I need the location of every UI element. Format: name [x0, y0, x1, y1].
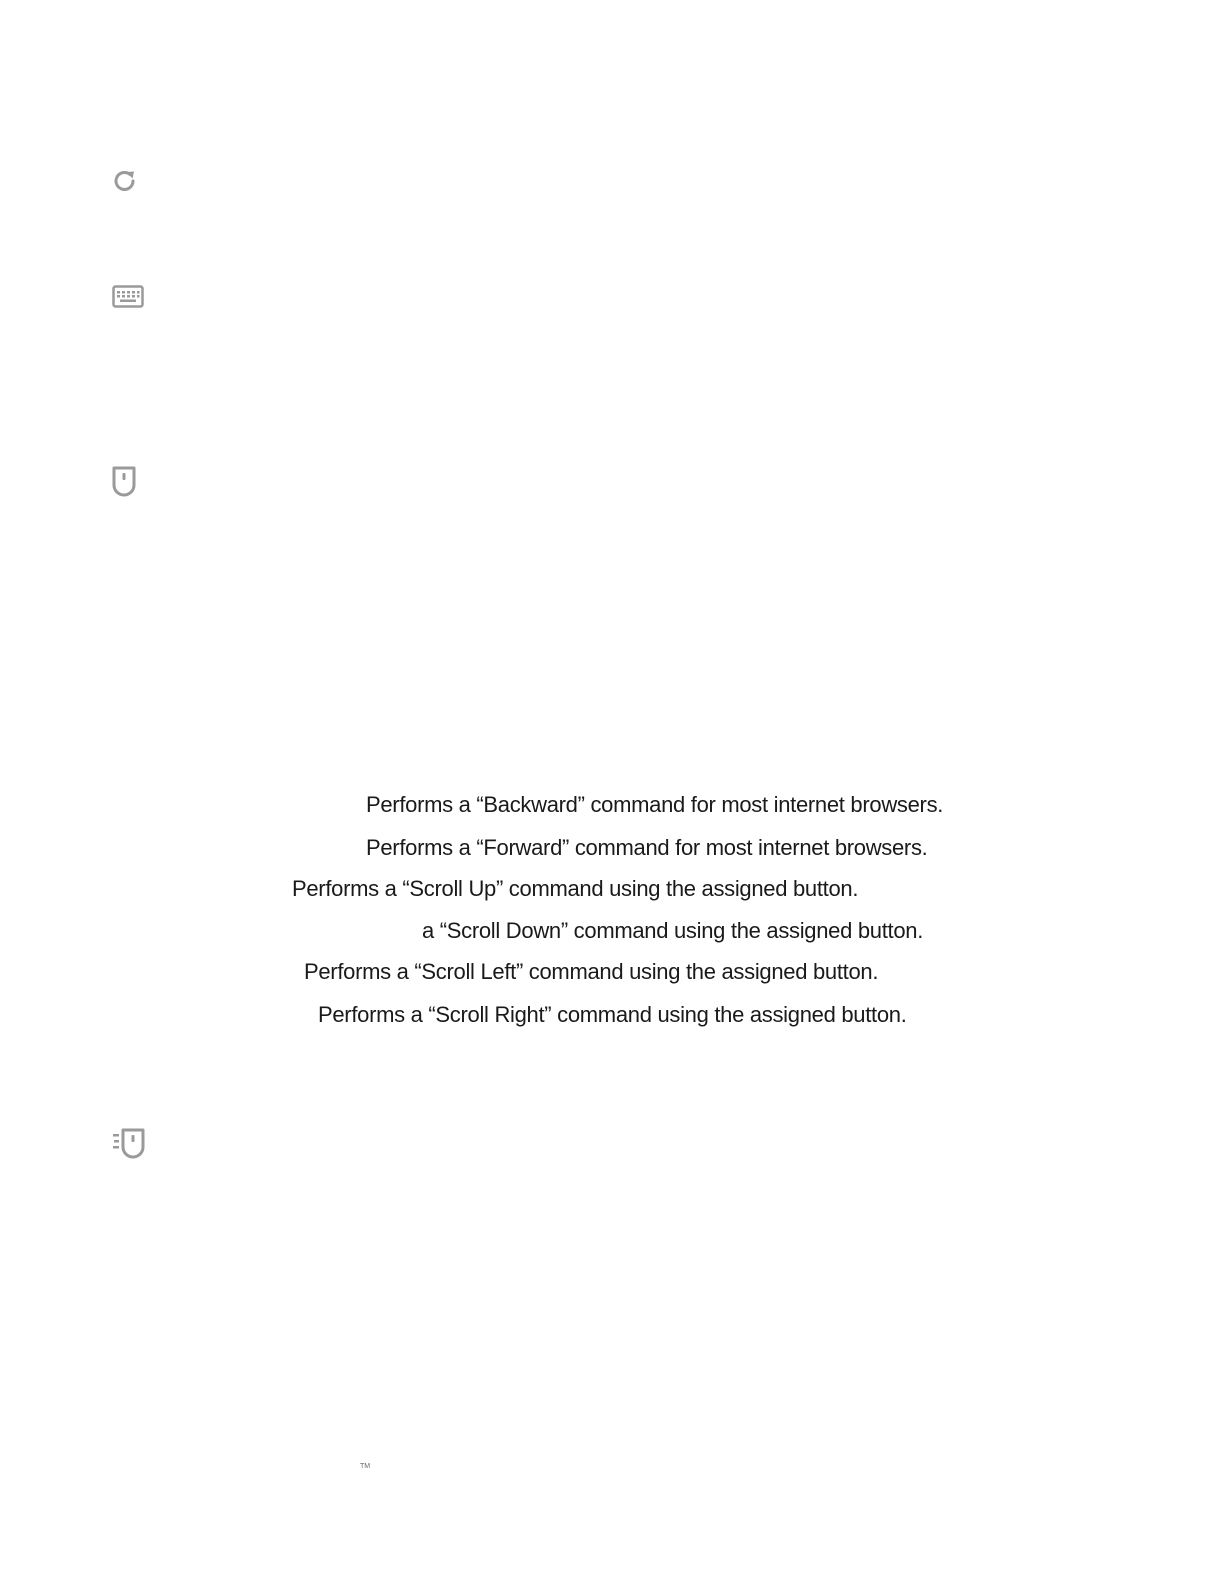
command-description-scroll-up: Performs a “Scroll Up” command using the assigned button.: [292, 876, 859, 901]
command-description-scroll-left: Performs a “Scroll Left” command using the assigned button.: [304, 959, 879, 984]
keyboard-icon: [112, 284, 144, 310]
command-description-scroll-right: Performs a “Scroll Right” command using the assigned button.: [318, 1002, 907, 1027]
refresh-icon: [111, 167, 139, 195]
command-description-backward: Performs a “Backward” command for most internet browsers.: [366, 792, 944, 817]
mouse-speed-icon: [111, 1127, 147, 1161]
command-description-scroll-down: a “Scroll Down” command using the assigned button.: [422, 918, 924, 943]
trademark-mark: TM: [360, 1463, 371, 1470]
command-description-forward: Performs a “Forward” command for most internet browsers.: [366, 835, 928, 860]
mouse-icon: [111, 465, 137, 499]
